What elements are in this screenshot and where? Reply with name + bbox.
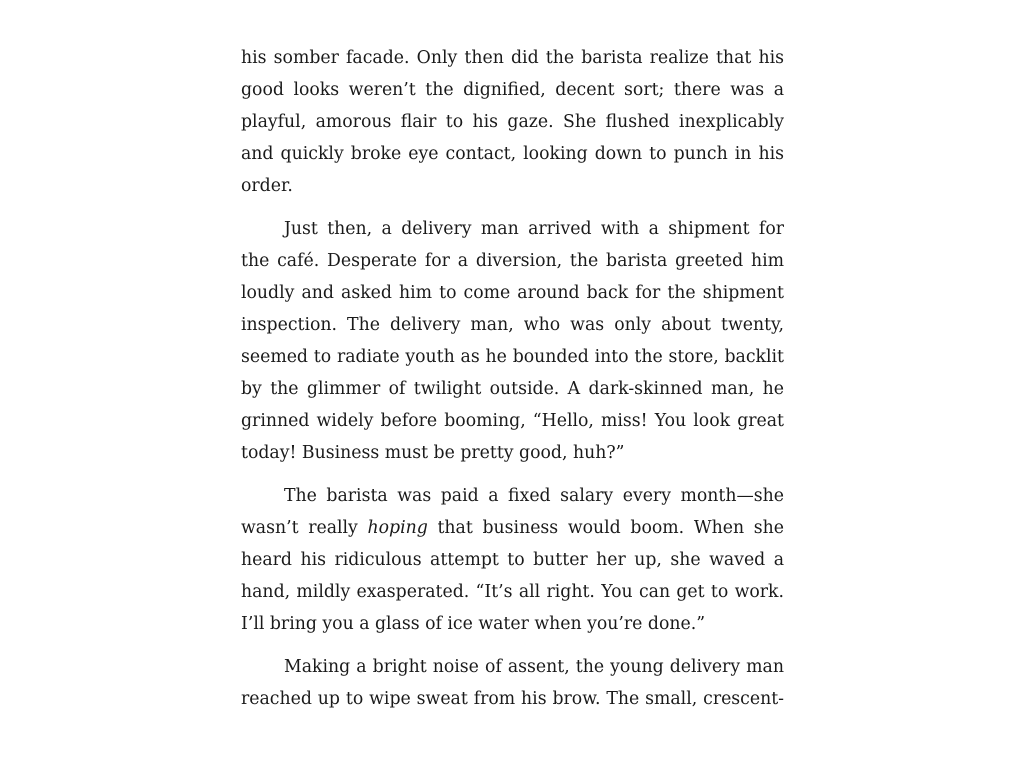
text-line: good looks weren’t the dignified, decent sort; there was a bbox=[241, 80, 784, 100]
text-line: the café. Desperate for a diversion, the barista greeted him bbox=[241, 251, 784, 271]
paragraph-4 bbox=[241, 651, 784, 715]
text-column bbox=[241, 42, 784, 726]
text-line: his somber facade. Only then did the barista realize that his bbox=[241, 48, 784, 68]
paragraph-2 bbox=[241, 213, 784, 469]
text-line: heard his ridiculous attempt to butter her up, she waved a bbox=[241, 550, 784, 570]
text-line: Just then, a delivery man arrived with a shipment for bbox=[284, 219, 784, 239]
text-line: today! Business must be pretty good, huh?” bbox=[241, 443, 625, 463]
text-line: grinned widely before booming, “Hello, miss! You look great bbox=[241, 411, 784, 431]
text-line: seemed to radiate youth as he bounded into the store, backlit bbox=[241, 347, 784, 367]
text-line: inspection. The delivery man, who was only about twenty, bbox=[241, 315, 784, 335]
text-line: Making a bright noise of assent, the young delivery man bbox=[284, 657, 784, 677]
text-line: by the glimmer of twilight outside. A dark-skinned man, he bbox=[241, 379, 784, 399]
paragraph-1 bbox=[241, 42, 784, 202]
text-segment: that business would boom. When she bbox=[427, 518, 784, 538]
text-line bbox=[241, 512, 784, 544]
text-line: The barista was paid a fixed salary every month—she bbox=[284, 486, 784, 506]
text-line: I’ll bring you a glass of ice water when you’re done.” bbox=[241, 614, 706, 634]
paragraph-3 bbox=[241, 480, 784, 640]
text-line: hand, mildly exasperated. “It’s all right. You can get to work. bbox=[241, 582, 784, 602]
text-line: and quickly broke eye contact, looking down to punch in his bbox=[241, 144, 784, 164]
text-line: loudly and asked him to come around back for the shipment bbox=[241, 283, 784, 303]
text-segment: wasn’t really bbox=[241, 518, 368, 538]
text-line: order. bbox=[241, 176, 293, 196]
text-line: reached up to wipe sweat from his brow. The small, crescent- bbox=[241, 689, 784, 709]
text-line: playful, amorous flair to his gaze. She flushed inexplicably bbox=[241, 112, 784, 132]
emphasized-text: hoping bbox=[367, 518, 428, 538]
